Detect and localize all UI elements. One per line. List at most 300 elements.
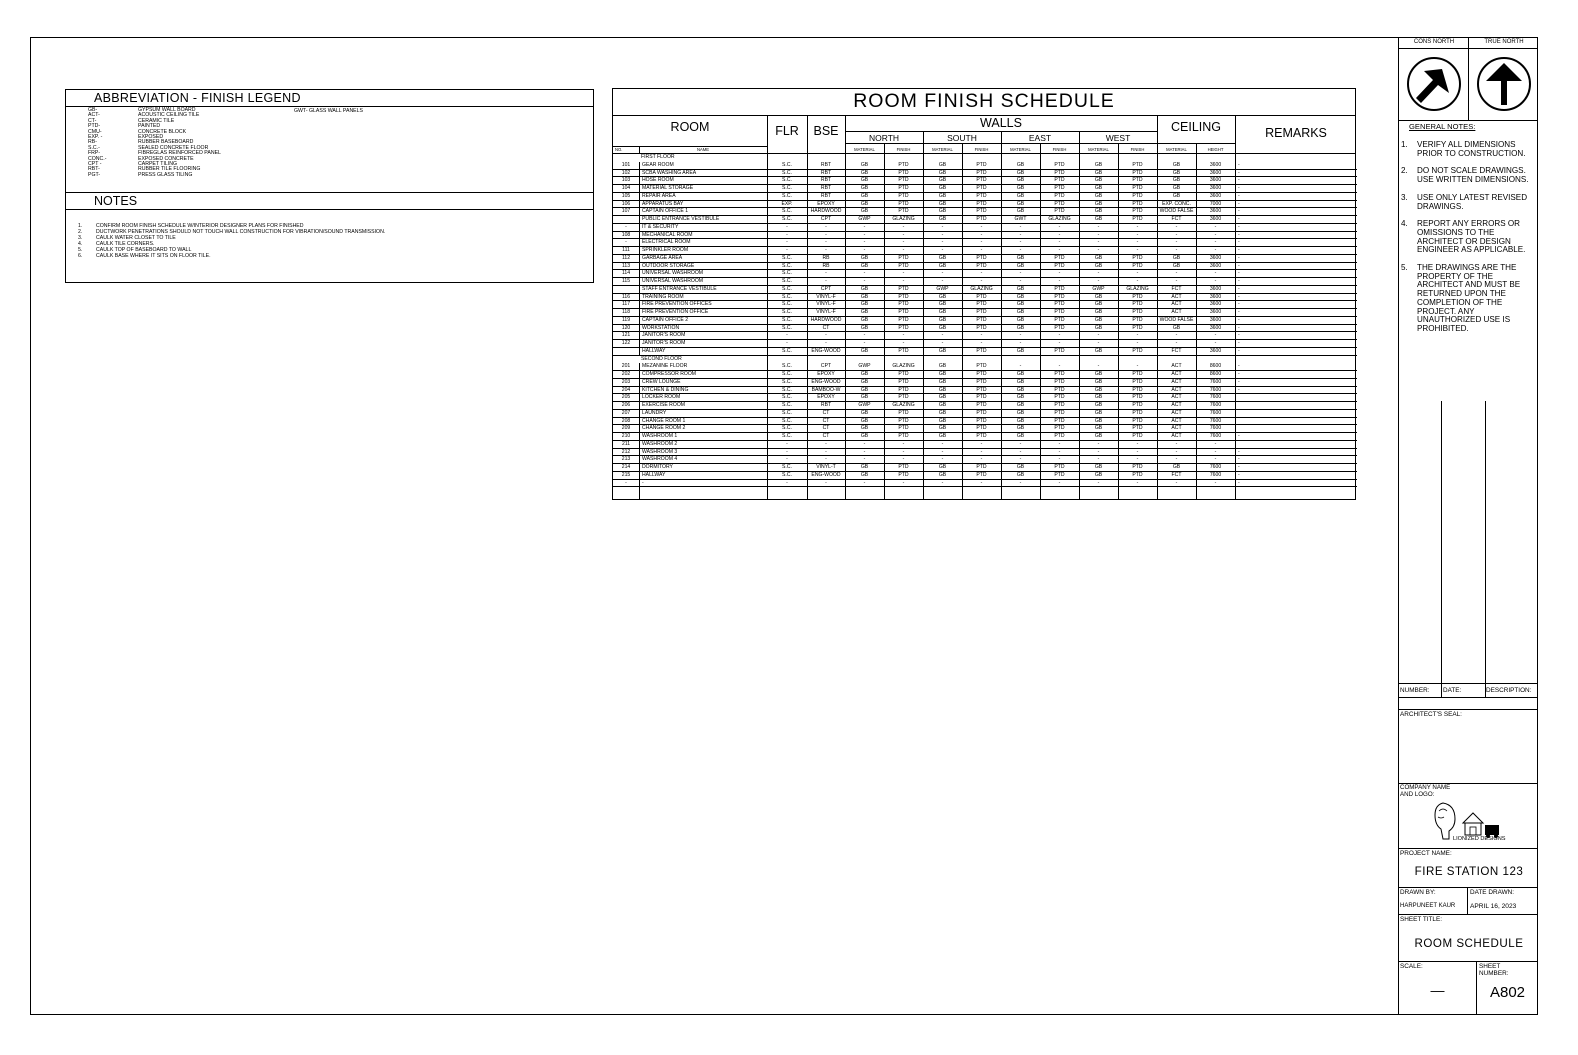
cell-flr: S.C.	[782, 278, 792, 284]
cell-name: CREW LOUNGE	[642, 378, 681, 385]
cell-nm: GB	[860, 185, 869, 191]
cell-em: -	[1019, 278, 1022, 284]
cell-em: GB	[1016, 200, 1025, 207]
cell-ch: 3600	[1209, 324, 1222, 331]
sheet-number-label-2: NUMBER:	[1479, 970, 1509, 977]
cell-rm: -	[1238, 340, 1240, 346]
cell-ch: -	[1214, 479, 1217, 486]
cell-nm: -	[863, 448, 866, 455]
cell-ch: -	[1214, 270, 1217, 277]
cell-ch: 3600	[1209, 347, 1222, 354]
cell-flr: S.C.	[782, 192, 792, 199]
cell-flr: S.C.	[782, 433, 792, 439]
cell-sf: PTD	[976, 409, 987, 416]
sub-header-cell: FINISH	[1052, 147, 1067, 152]
cell-nm: -	[863, 278, 866, 284]
cell-nf: -	[902, 340, 905, 346]
cell-name: WASHROOM 2	[642, 440, 678, 447]
cell-rm: -	[1238, 371, 1240, 377]
cell-ef: -	[1058, 278, 1061, 284]
column-rule	[807, 115, 808, 499]
cell-em: GB	[1016, 192, 1025, 199]
scale-value: —	[1430, 982, 1445, 998]
cell-name: WASHROOM 4	[642, 456, 678, 463]
cell-sf: PTD	[976, 324, 987, 331]
cell-nf: PTD	[898, 464, 909, 470]
cell-nm: GB	[860, 425, 869, 432]
cell-em: -	[1019, 231, 1022, 238]
cell-wf: PTD	[1132, 433, 1143, 439]
cell-ch: 7000	[1209, 200, 1222, 207]
cell-sm: GB	[938, 301, 947, 308]
cell-cm: GB	[1172, 464, 1181, 470]
abbreviation-item	[88, 173, 221, 178]
column-rule	[1196, 143, 1197, 499]
cell-ef: PTD	[1054, 464, 1065, 470]
sub-header-cell: NAME	[696, 147, 710, 152]
cell-cm: -	[1175, 239, 1178, 246]
cell-rm: -	[1238, 200, 1240, 207]
cell-ch: -	[1214, 239, 1217, 246]
cell-wm: GB	[1094, 417, 1103, 424]
cell-name: WASHROOM 3	[642, 448, 678, 455]
table-row	[613, 363, 1357, 371]
cell-wf: -	[1136, 332, 1139, 339]
cell-wf: PTD	[1132, 161, 1143, 168]
cell-wf: PTD	[1132, 254, 1143, 261]
cell-wm: GB	[1094, 316, 1103, 323]
cell-bse: -	[825, 332, 827, 339]
cell-bse: CPT	[820, 285, 832, 292]
cell-flr: S.C.	[782, 161, 792, 168]
cell-wf: PTD	[1132, 402, 1143, 408]
cell-nm: GWP	[858, 216, 871, 222]
cell-ch: 3600	[1209, 208, 1222, 215]
cell-rm: -	[1238, 363, 1240, 370]
cell-no: 114	[621, 270, 631, 277]
cell-em: GB	[1016, 371, 1025, 377]
rule	[1468, 37, 1469, 120]
cell-sf: PTD	[976, 309, 987, 315]
abbreviation-code: RB-	[88, 139, 97, 146]
cell-nf: PTD	[898, 417, 909, 424]
abbreviation-code: CPT -	[88, 161, 102, 168]
cell-nm: GB	[860, 285, 869, 292]
cell-bse: RBT	[820, 169, 832, 176]
cell-sf: PTD	[976, 316, 987, 323]
cell-nf: PTD	[898, 386, 909, 393]
seal-label: ARCHITECT'S SEAL:	[1400, 711, 1462, 718]
abbreviation-desc: RUBBER TILE FLOORING	[138, 166, 201, 173]
cell-nf: PTD	[898, 161, 909, 168]
cell-ch: -	[1214, 456, 1217, 463]
cell-flr: S.C.	[782, 169, 792, 176]
cell-em: -	[1019, 332, 1022, 339]
cell-wm: GB	[1094, 216, 1103, 222]
cell-no: 102	[621, 169, 631, 176]
cell-no: 201	[621, 363, 631, 370]
cell-bse: EPOXY	[817, 371, 835, 377]
sheet-number: A802	[1489, 984, 1526, 1001]
cell-no: 208	[621, 417, 631, 424]
cell-ch: -	[1214, 247, 1217, 253]
cell-flr: S.C.	[782, 471, 792, 478]
table-row	[613, 449, 1357, 457]
cell-wf: -	[1136, 440, 1139, 447]
cell-no: 205	[621, 394, 631, 401]
date-drawn: APRIL 16, 2023	[1470, 903, 1517, 910]
abbreviation-desc: SEALED CONCRETE FLOOR	[138, 144, 209, 151]
abbreviation-desc: EXPOSED	[138, 134, 164, 141]
cell-sm: -	[941, 270, 944, 277]
table-row	[613, 177, 1357, 185]
cell-wm: GB	[1094, 471, 1103, 478]
cell-nm: GB	[860, 254, 869, 261]
cell-sm: GB	[938, 177, 947, 184]
cell-em: GB	[1016, 417, 1025, 424]
cell-sm: GB	[938, 216, 947, 222]
cell-bse: BAMBOO-W	[811, 386, 841, 393]
cell-nf: PTD	[898, 200, 909, 207]
cell-flr: -	[786, 448, 788, 455]
note-text: CAULK TILE CORNERS.	[96, 240, 155, 247]
table-row	[613, 332, 1357, 340]
cell-em: GB	[1016, 425, 1025, 432]
general-notes-list	[1401, 141, 1537, 343]
cell-rm: -	[1238, 177, 1240, 184]
cons-north-label: CONS NORTH	[1413, 39, 1455, 45]
cell-no: 207	[621, 409, 631, 416]
cell-wm: -	[1097, 479, 1100, 486]
header-south: SOUTH	[947, 133, 977, 143]
cell-rm: -	[1238, 448, 1240, 455]
cell-em: GB	[1016, 254, 1025, 261]
header-east: EAST	[1028, 133, 1052, 143]
rule	[1485, 683, 1486, 697]
cell-wf: PTD	[1132, 324, 1143, 331]
notes-title: NOTES	[94, 194, 138, 208]
abbreviation-desc: GYPSUM WALL BOARD	[138, 107, 196, 113]
cell-wm: -	[1097, 231, 1100, 238]
cell-no: 212	[621, 448, 631, 455]
cell-cm: WOOD FALSE	[1159, 316, 1194, 323]
cell-no: 215	[621, 471, 631, 478]
cell-em: GB	[1016, 394, 1025, 401]
cell-name: GARBAGE AREA	[642, 254, 683, 261]
cell-wm: GB	[1094, 177, 1103, 184]
cell-sm: GB	[938, 386, 947, 393]
cell-nm: -	[863, 231, 866, 238]
cell-cm: GB	[1172, 254, 1181, 261]
general-note-text: DO NOT SCALE DRAWINGS. USE WRITTEN DIMENSIONS.	[1417, 166, 1529, 185]
cell-bse: -	[825, 340, 827, 346]
cell-nm: GB	[860, 169, 869, 176]
cell-flr: -	[786, 239, 788, 246]
room-finish-schedule	[612, 88, 1356, 500]
cell-wm: GWP	[1092, 285, 1105, 292]
table-row	[613, 425, 1357, 433]
cell-cm: ACT	[1171, 433, 1182, 439]
cell-ch: 7600	[1209, 402, 1222, 408]
rule	[1399, 683, 1538, 684]
cell-ef: PTD	[1054, 309, 1065, 315]
cell-em: GB	[1016, 409, 1025, 416]
cell-ef: -	[1058, 332, 1061, 339]
cell-ch: -	[1214, 278, 1217, 284]
cell-sm: GB	[938, 409, 947, 416]
sub-header-cell: MATERIAL	[1010, 147, 1031, 152]
cell-sf: PTD	[976, 185, 987, 191]
cell-ch: 7600	[1209, 464, 1222, 470]
cell-no: 108	[621, 231, 631, 238]
cell-bse: -	[825, 448, 827, 455]
column-rule	[767, 115, 768, 499]
cell-sm: GB	[938, 417, 947, 424]
cell-rm: -	[1238, 223, 1240, 230]
cell-rm: -	[1238, 161, 1240, 168]
cell-sm: GB	[938, 169, 947, 176]
cell-sm: -	[941, 340, 944, 346]
table-row	[613, 371, 1357, 379]
cell-no: 211	[621, 440, 631, 447]
general-note-item	[1401, 194, 1537, 211]
cell-cm: ACT	[1171, 371, 1182, 377]
cell-wf: -	[1136, 456, 1139, 463]
cell-cm: -	[1175, 440, 1178, 447]
cell-sf: PTD	[976, 262, 987, 269]
cell-no: 121	[621, 332, 631, 339]
cell-wf: PTD	[1132, 394, 1143, 401]
cell-no: 117	[621, 301, 631, 308]
cell-bse: ENG-WOOD	[811, 347, 841, 354]
cell-ch: 7600	[1209, 471, 1222, 478]
cell-no: 111	[622, 247, 630, 253]
cell-no: 106	[621, 200, 631, 207]
general-note-item	[1401, 167, 1537, 184]
abbreviation-code: RBT-	[88, 166, 100, 173]
cell-nm: GB	[860, 409, 869, 416]
abbreviation-desc: FIBREGLAS REINFORCED PANEL	[138, 150, 221, 157]
cell-nm: GB	[860, 378, 869, 385]
cell-name: JANITOR'S ROOM	[642, 340, 686, 346]
sub-header-cell: MATERIAL	[854, 147, 875, 152]
cell-rm: -	[1238, 309, 1240, 315]
true-north-label: TRUE NORTH	[1484, 39, 1524, 45]
cell-sf: PTD	[976, 464, 987, 470]
table-row	[613, 394, 1357, 402]
general-note-text: THE DRAWINGS ARE THE PROPERTY OF THE ARCHITECT AND MUST BE RETURNED UPON THE COMPLETION OF THE PROJECT. ANY UNAUTHORIZED USE IS PROHIBITED.	[1417, 263, 1521, 333]
table-row	[613, 239, 1357, 247]
sheet-title: ROOM SCHEDULE	[1414, 937, 1524, 950]
cell-cm: ACT	[1171, 301, 1182, 308]
cell-em: GB	[1016, 301, 1025, 308]
header-walls: WALLS	[980, 116, 1022, 130]
cell-sm: GB	[938, 309, 947, 315]
cell-ch: 3600	[1209, 262, 1222, 269]
table-row	[613, 216, 1357, 224]
note-text: CONFIRM ROOM FINISH SCHEDULE W/INTERIOR DESIGNER PLANS FOR FINISHED	[96, 223, 304, 229]
cell-name: HOSE ROOM	[642, 177, 674, 184]
sub-header-cell: FINISH	[1130, 147, 1145, 152]
cell-sf: PTD	[976, 208, 987, 215]
table-row	[613, 464, 1357, 472]
cell-nm: -	[863, 239, 866, 246]
cell-bse: VINYL-T	[816, 464, 836, 470]
cell-flr: -	[786, 456, 788, 463]
cell-bse: RBT	[820, 402, 832, 408]
cell-nm: GB	[860, 394, 869, 401]
cell-wf: -	[1136, 479, 1139, 486]
cell-no: 112	[621, 254, 631, 261]
cell-flr: -	[786, 247, 788, 253]
cell-sf: PTD	[976, 378, 987, 385]
cell-no: 105	[621, 192, 631, 199]
sub-header-cell: FINISH	[896, 147, 911, 152]
cell-ch: -	[1214, 340, 1217, 346]
cell-name: DORMITORY	[642, 464, 673, 470]
cell-wf: PTD	[1132, 293, 1143, 300]
cell-em: -	[1019, 247, 1022, 253]
cell-cm: FCT	[1171, 471, 1182, 478]
cell-no: 203	[621, 378, 631, 385]
column-rule	[962, 143, 963, 499]
cell-sm: GB	[938, 464, 947, 470]
cell-nm: GB	[860, 471, 869, 478]
cell-sf: PTD	[976, 394, 987, 401]
cell-no: 119	[621, 316, 631, 323]
cell-sm: GB	[938, 316, 947, 323]
cell-name: EXERCISE ROOM	[642, 402, 686, 408]
cell-nf: -	[902, 223, 905, 230]
cell-em: GB	[1016, 464, 1025, 470]
header-remarks: REMARKS	[1265, 126, 1327, 140]
sub-header-cell: FINISH	[974, 147, 989, 152]
logo-text: LIONIZED DESIGNS	[1453, 836, 1506, 842]
company-label-1: COMPANY NAME	[1400, 784, 1451, 791]
cell-ef: PTD	[1054, 471, 1065, 478]
cell-nf: PTD	[898, 177, 909, 184]
cell-nm: GB	[860, 161, 869, 168]
general-note-text: USE ONLY LATEST REVISED DRAWINGS.	[1417, 192, 1528, 211]
cell-ef: PTD	[1054, 402, 1065, 408]
cell-flr: S.C.	[782, 378, 792, 385]
cell-no: 213	[621, 456, 631, 463]
cell-ef: PTD	[1054, 409, 1065, 416]
cell-wf: PTD	[1132, 409, 1143, 416]
column-rule	[1079, 131, 1080, 499]
cell-wf: PTD	[1132, 347, 1143, 354]
cell-sf: PTD	[976, 200, 987, 207]
date-drawn-label: DATE DRAWN:	[1470, 889, 1515, 896]
cell-flr: S.C.	[782, 270, 792, 277]
cell-wf: PTD	[1132, 417, 1143, 424]
notes-list	[78, 224, 385, 259]
cell-no: 209	[621, 425, 631, 432]
abbreviation-desc: CARPET TILING	[138, 161, 178, 168]
column-rule	[1040, 143, 1041, 499]
cell-name: FIRE PREVENTION OFFICE	[642, 309, 709, 315]
column-rule	[845, 115, 846, 499]
cell-cm: FCT	[1171, 216, 1182, 222]
cell-wf: -	[1136, 247, 1139, 253]
cell-sm: GB	[938, 254, 947, 261]
cell-nm: GB	[860, 208, 869, 215]
table-row	[613, 170, 1357, 178]
cell-nm: GB	[860, 371, 869, 377]
cell-wm: -	[1097, 278, 1100, 284]
cell-cm: ACT	[1171, 402, 1182, 408]
legend-title: ABBREVIATION - FINISH LEGEND	[94, 91, 301, 105]
cell-ch: 3600	[1209, 185, 1222, 191]
abbreviation-desc: RUBBER BASEBOARD	[138, 139, 194, 146]
cell-cm: ACT	[1171, 409, 1182, 416]
cell-rm: -	[1238, 479, 1240, 486]
cell-bse: -	[825, 278, 827, 284]
cell-sm: -	[941, 278, 944, 284]
cell-rm: -	[1238, 433, 1240, 439]
abbreviation-desc: EXPOSED CONCRETE	[138, 155, 194, 162]
cell-bse: EPOXY	[817, 200, 835, 207]
cell-sf: PTD	[976, 161, 987, 168]
cell-nm: GB	[860, 293, 869, 300]
cell-sf: -	[980, 278, 983, 284]
cell-rm: -	[1238, 262, 1240, 269]
cell-bse: CT	[822, 417, 830, 424]
cell-ef: PTD	[1054, 425, 1065, 432]
cell-sf: PTD	[976, 386, 987, 393]
cell-rm: -	[1238, 169, 1240, 176]
cell-wf: PTD	[1132, 200, 1143, 207]
cell-ef: -	[1058, 479, 1061, 486]
cell-cm: GB	[1172, 185, 1181, 191]
cell-nf: PTD	[898, 471, 909, 478]
header-north: NORTH	[868, 133, 900, 143]
cell-name: REPAIR AREA	[642, 192, 676, 199]
cell-ch: 7600	[1209, 433, 1222, 439]
cell-cm: ACT	[1171, 417, 1182, 424]
cell-name: FIRE PREVENTION OFFICES	[642, 301, 712, 308]
cell-ef: PTD	[1054, 169, 1065, 176]
cell-flr: -	[786, 332, 788, 339]
cell-name: LAUNDRY	[642, 409, 667, 416]
cell-name: JANITOR'S ROOM	[642, 332, 686, 339]
cell-nm: -	[863, 332, 866, 339]
cell-ch: 7600	[1209, 378, 1222, 385]
cell-nf: -	[902, 231, 905, 238]
note-number: 4.	[78, 240, 83, 247]
abbreviation-desc: CERAMIC TILE	[138, 117, 175, 124]
cell-em: GB	[1016, 177, 1025, 184]
table-row	[613, 379, 1357, 387]
cell-sf: -	[980, 440, 983, 447]
rule	[1399, 914, 1538, 915]
cell-nm: GB	[860, 316, 869, 323]
cell-wm: GB	[1094, 254, 1103, 261]
column-rule	[639, 146, 640, 499]
cell-wf: PTD	[1132, 216, 1143, 222]
cell-no: 101	[621, 161, 631, 168]
cell-wf: PTD	[1132, 309, 1143, 315]
cell-cm: GB	[1172, 177, 1181, 184]
cell-wf: PTD	[1132, 262, 1143, 269]
cell-nm: -	[863, 440, 866, 447]
cell-ef: -	[1058, 231, 1061, 238]
cell-wf: PTD	[1132, 192, 1143, 199]
cell-rm: -	[1238, 270, 1240, 277]
cell-name: IT & SECURITY	[642, 223, 679, 230]
cell-cm: ACT	[1171, 425, 1182, 432]
cell-cm: -	[1175, 231, 1178, 238]
